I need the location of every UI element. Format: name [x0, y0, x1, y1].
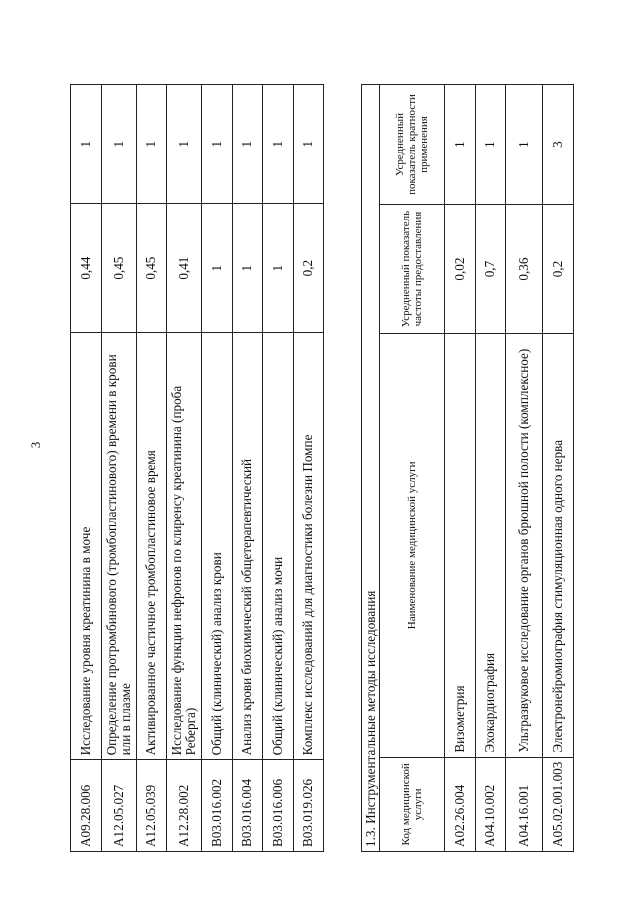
table-row [136, 85, 167, 852]
frequency-value: 0,7 [475, 205, 506, 334]
frequency-value: 0,45 [101, 204, 136, 333]
header-frequency: Усредненный показатель частоты предоставления [380, 205, 445, 334]
header-row [380, 85, 445, 852]
header-multiplicity: Усредненный показатель кратности применения [380, 85, 445, 205]
table-row [71, 85, 102, 852]
multiplicity-value: 1 [71, 85, 102, 204]
service-code: B03.016.006 [263, 760, 294, 852]
service-code: A12.28.002 [167, 760, 202, 852]
table-row [263, 85, 294, 852]
frequency-value: 0,02 [445, 205, 476, 334]
frequency-value: 0,36 [506, 205, 543, 334]
instrumental-methods-table [361, 84, 574, 852]
service-name: Активированное частичное тромбопластиновое время [136, 332, 167, 759]
service-code: A05.02.001.003 [543, 757, 574, 851]
page-number: 3 [28, 441, 43, 449]
multiplicity-value: 1 [293, 85, 324, 204]
section-title-row [362, 85, 380, 852]
table-row [445, 85, 476, 852]
service-name: Исследование уровня креатинина в моче [71, 332, 102, 759]
service-code: B03.016.002 [202, 760, 233, 852]
table-row [475, 85, 506, 852]
frequency-value: 1 [202, 204, 233, 333]
multiplicity-value: 1 [136, 85, 167, 204]
frequency-value: 0,2 [543, 205, 574, 334]
frequency-value: 0,41 [167, 204, 202, 333]
multiplicity-value: 1 [263, 85, 294, 204]
service-name: Общий (клинический) анализ мочи [263, 332, 294, 759]
service-name: Ультразвуковое исследование органов брюшной полости (комплексное) [506, 334, 543, 758]
table-row [543, 85, 574, 852]
lab-tests-table [70, 84, 324, 852]
service-name: Анализ крови биохимический общетерапевтический [232, 332, 263, 759]
frequency-value: 0,44 [71, 204, 102, 333]
frequency-value: 0,45 [136, 204, 167, 333]
service-code: B03.019.026 [293, 760, 324, 852]
service-name: Электронейромиография стимуляционная одного нерва [543, 334, 574, 758]
frequency-value: 0,2 [293, 204, 324, 333]
service-name: Общий (клинический) анализ крови [202, 332, 233, 759]
frequency-value: 1 [232, 204, 263, 333]
multiplicity-value: 1 [232, 85, 263, 204]
multiplicity-value: 1 [167, 85, 202, 204]
section-title: 1.3. Инструментальные методы исследования [362, 85, 380, 852]
service-name: Определение протромбинового (тромбопластинового) времени в крови или в плазме [101, 332, 136, 759]
header-name: Наименование медицинской услуги [380, 334, 445, 758]
service-code: A12.05.027 [101, 760, 136, 852]
multiplicity-value: 1 [202, 85, 233, 204]
multiplicity-value: 1 [101, 85, 136, 204]
table-row [232, 85, 263, 852]
frequency-value: 1 [263, 204, 294, 333]
service-code: A02.26.004 [445, 757, 476, 851]
service-code: A04.16.001 [506, 757, 543, 851]
multiplicity-value: 3 [543, 85, 574, 205]
header-code: Код медицинской услуги [380, 757, 445, 851]
service-code: A04.10.002 [475, 757, 506, 851]
multiplicity-value: 1 [475, 85, 506, 205]
service-code: A12.05.039 [136, 760, 167, 852]
multiplicity-value: 1 [506, 85, 543, 205]
table-row [167, 85, 202, 852]
table-row [506, 85, 543, 852]
service-name: Исследование функции нефронов по клиренсу креатинина (проба Реберга) [167, 332, 202, 759]
service-code: A09.28.006 [71, 760, 102, 852]
service-name: Эхокардиография [475, 334, 506, 758]
service-code: B03.016.004 [232, 760, 263, 852]
service-name: Комплекс исследований для диагностики болезни Помпе [293, 332, 324, 759]
table-row [101, 85, 136, 852]
table-row [293, 85, 324, 852]
service-name: Визометрия [445, 334, 476, 758]
multiplicity-value: 1 [445, 85, 476, 205]
table-row [202, 85, 233, 852]
